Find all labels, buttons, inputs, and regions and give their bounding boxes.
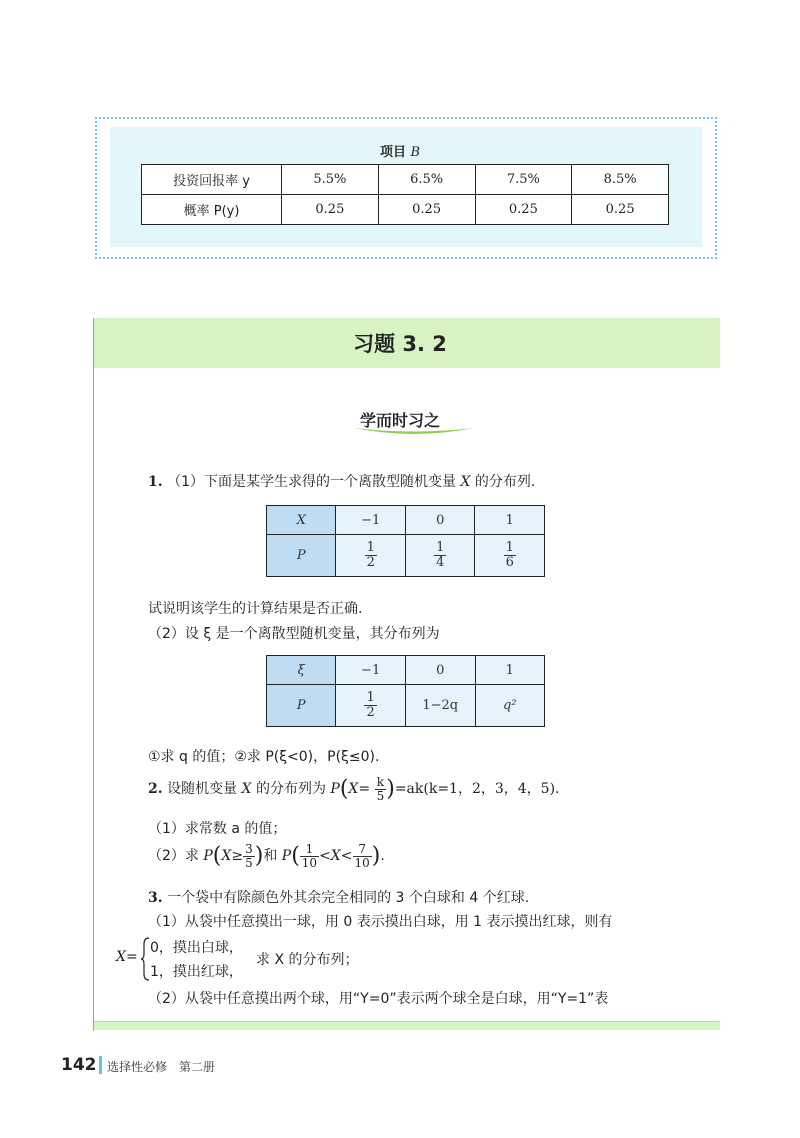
table-cell: 7.5%	[475, 165, 572, 195]
table-row	[142, 195, 669, 225]
table-row	[267, 685, 545, 727]
table-cell: 0	[406, 506, 475, 535]
page-number-divider	[99, 1056, 102, 1074]
project-b-table	[141, 164, 669, 225]
table-cell: −1	[336, 656, 405, 685]
row-label: 投资回报率 y	[142, 165, 282, 195]
q3-line: 3. 一个袋中有除颜色外其余完全相同的 3 个白球和 4 个红球.	[148, 890, 530, 906]
table-cell: 8.5%	[572, 165, 669, 195]
table-cell: 0.25	[572, 195, 669, 225]
brace-icon	[140, 937, 150, 981]
project-b-title: 项目 B	[379, 145, 421, 160]
table-cell: $\frac{1}{6}$	[475, 535, 545, 577]
row-label: P	[267, 685, 336, 727]
table-cell: q²	[475, 685, 544, 727]
table-cell: 0.25	[282, 195, 379, 225]
table-row	[142, 165, 669, 195]
q1-part2-text: （2）设 ξ 是一个离散型随机变量，其分布列为	[148, 626, 440, 642]
table-row	[267, 506, 545, 535]
section-label: 学而时习之	[359, 411, 440, 430]
table-row	[267, 656, 545, 685]
piecewise-lhs: X=	[116, 949, 138, 965]
row-label: 概率 P(y)	[142, 195, 282, 225]
exercise-footer-band	[94, 1021, 720, 1030]
page-number: 142	[61, 1055, 97, 1075]
piecewise-tail: 求 X 的分布列；	[256, 952, 359, 968]
piecewise-case1: 0，摸出白球，	[150, 940, 243, 956]
table-cell: 0.25	[378, 195, 475, 225]
piecewise-case2: 1，摸出红球，	[150, 964, 243, 980]
q3-part2: （2）从袋中任意摸出两个球，用“Y=0”表示两个球全是白球，用“Y=1”表	[148, 991, 609, 1007]
q2-line: 2. 设随机变量 X 的分布列为 P(X= $\frac{k}{5}$ )=ak(k=1，2，3，4，5).	[148, 775, 560, 803]
table-cell: 1−2q	[405, 685, 475, 727]
q1-subquestions: ①求 q 的值；②求 P(ξ<0)，P(ξ≤0).	[148, 749, 380, 765]
table-cell: 1	[475, 656, 544, 685]
table-cell: 6.5%	[378, 165, 475, 195]
table-cell: $\frac{1}{4}$	[406, 535, 475, 577]
q1-xi-distribution-table	[266, 655, 545, 727]
table-cell: 0.25	[475, 195, 572, 225]
q3-part1: （1）从袋中任意摸出一球，用 0 表示摸出白球，用 1 表示摸出红球，则有	[148, 914, 613, 930]
q1-part1-line: 1. （1）下面是某学生求得的一个离散型随机变量 X 的分布列.	[148, 474, 536, 490]
q2-part1: （1）求常数 a 的值；	[148, 821, 287, 837]
row-label: P	[267, 535, 336, 577]
table-cell: −1	[336, 506, 406, 535]
book-title: 选择性必修 第二册	[107, 1060, 216, 1074]
q1-distribution-table	[266, 505, 545, 577]
table-cell: 0	[405, 656, 475, 685]
section-underline-swoosh	[352, 424, 476, 438]
row-label: ξ	[267, 656, 336, 685]
table-row	[267, 535, 545, 577]
q1-question-text: 试说明该学生的计算结果是否正确.	[148, 601, 363, 617]
exercise-title: 习题 3. 2	[353, 332, 447, 356]
table-cell: $\frac{1}{2}$	[336, 535, 406, 577]
table-cell: 1	[475, 506, 545, 535]
table-cell: 5.5%	[282, 165, 379, 195]
table-cell: $\frac{1}{2}$	[336, 685, 405, 727]
q2-part2: （2）求 P(X≥ $\frac{3}{5}$ )和 P( $\frac{1}{10}$ <X< $\frac{7}{10}$ ).	[148, 842, 385, 870]
row-label: X	[267, 506, 336, 535]
